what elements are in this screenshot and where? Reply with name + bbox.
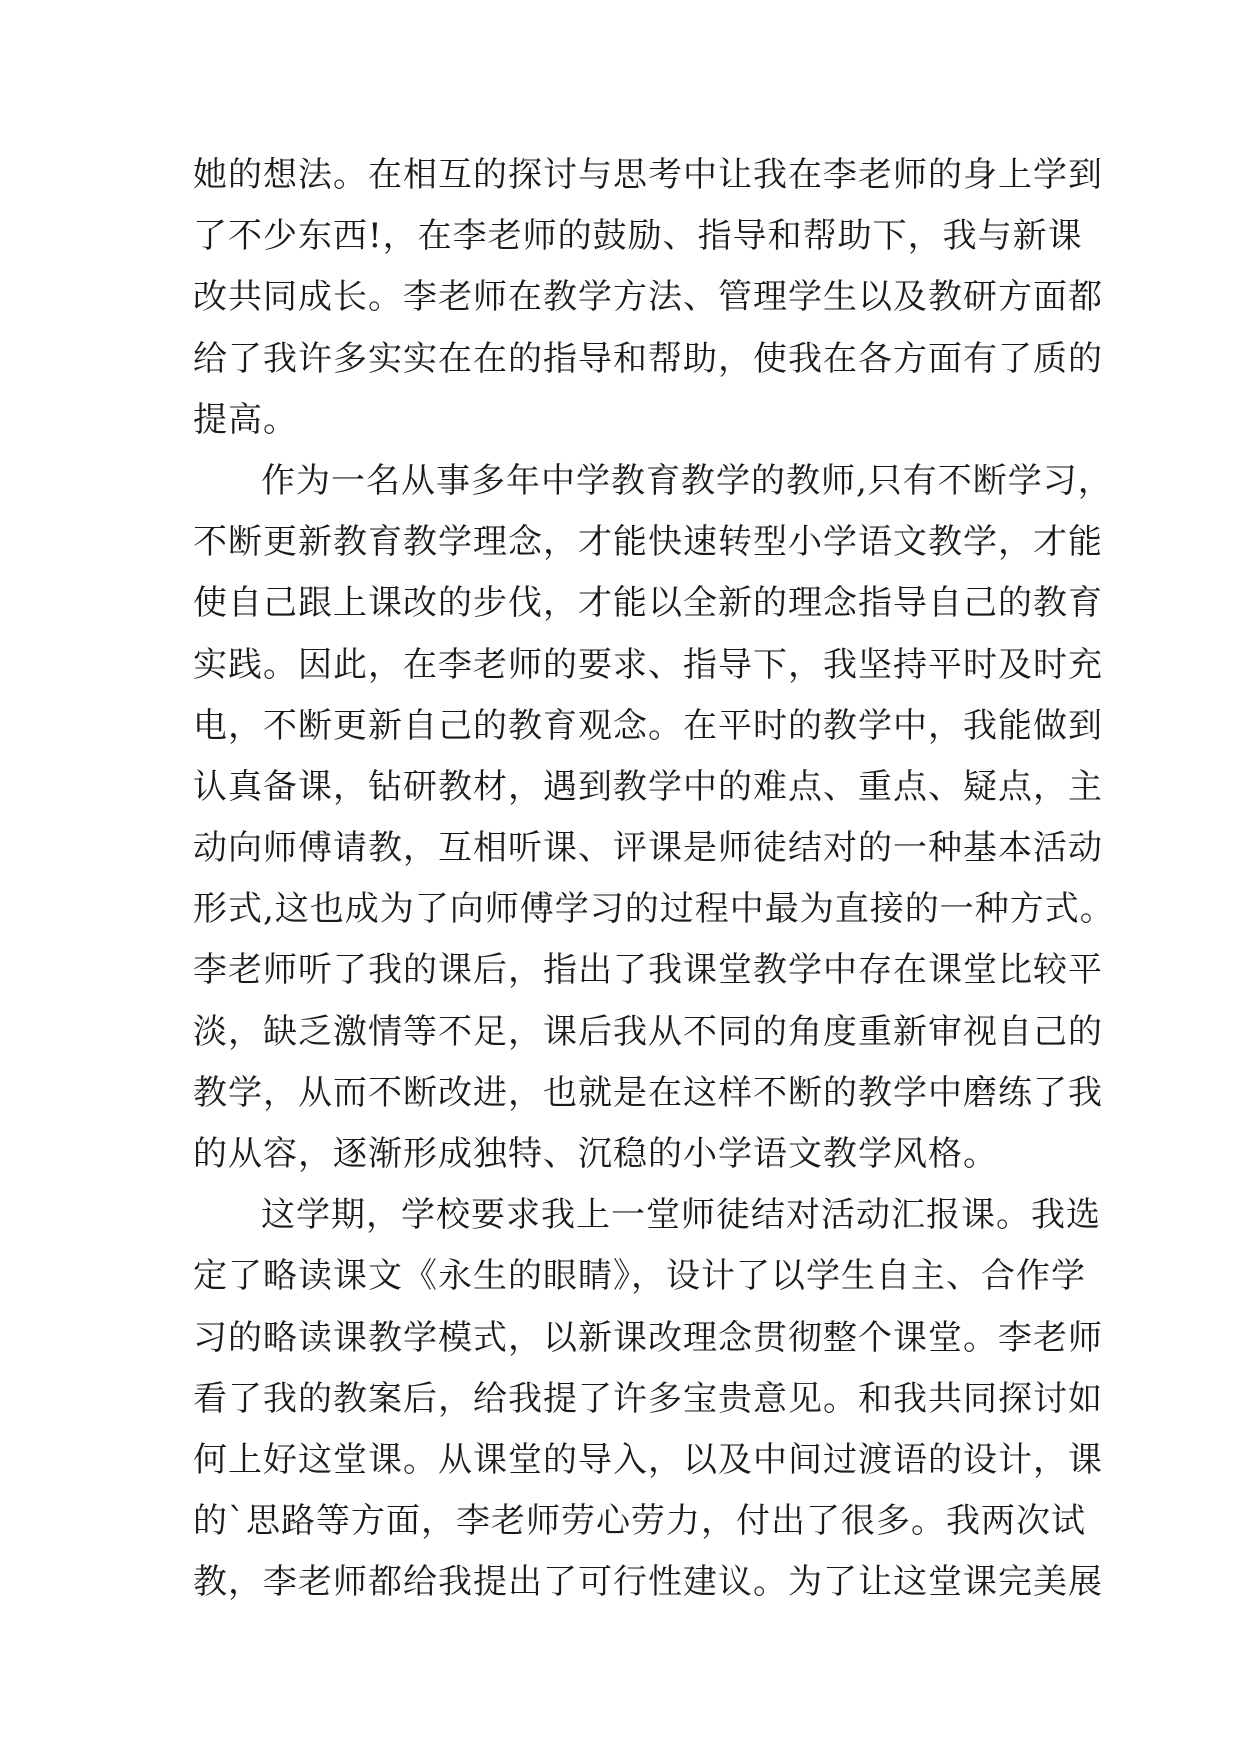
text-line: 李老师听了我的课后，指出了我课堂教学中存在课堂比较平 bbox=[193, 950, 1103, 991]
text-line: 使自己跟上课改的步伐，才能以全新的理念指导自己的教育 bbox=[193, 583, 1103, 624]
text-line: 这学期，学校要求我上一堂师徒结对活动汇报课。我选 bbox=[261, 1195, 1101, 1236]
paragraph-3 bbox=[193, 1185, 1103, 1613]
text-line: 的从容，逐渐形成独特、沉稳的小学语文教学风格。 bbox=[193, 1134, 998, 1174]
text-line: 动向师傅请教，互相听课、评课是师徒结对的一种基本活动 bbox=[193, 828, 1103, 869]
text-line: 给了我许多实实在在的指导和帮助，使我在各方面有了质的 bbox=[193, 338, 1103, 379]
text-line: 教，李老师都给我提出了可行性建议。为了让这堂课完美展 bbox=[193, 1562, 1103, 1603]
text-line: 她的想法。在相互的探讨与思考中让我在李老师的身上学到 bbox=[193, 155, 1103, 195]
paragraph-2 bbox=[193, 451, 1115, 1185]
text-line: 淡，缺乏激情等不足，课后我从不同的角度重新审视自己的 bbox=[193, 1011, 1103, 1052]
text-line: 作为一名从事多年中学教育教学的教师,只有不断学习， bbox=[261, 460, 1113, 501]
text-line: 何上好这堂课。从课堂的导入，以及中间过渡语的设计，课 bbox=[193, 1439, 1103, 1480]
text-line: 形式,这也成为了向师傅学习的过程中最为直接的一种方式。 bbox=[193, 889, 1115, 930]
text-line: 电，不断更新自己的教育观念。在平时的教学中，我能做到 bbox=[193, 705, 1103, 746]
text-line: 的`思路等方面，李老师劳心劳力，付出了很多。我两次试 bbox=[193, 1501, 1086, 1542]
text-line: 不断更新教育教学理念，才能快速转型小学语文教学，才能 bbox=[193, 522, 1103, 563]
text-line: 看了我的教案后，给我提了许多宝贵意见。和我共同探讨如 bbox=[193, 1378, 1103, 1419]
text-line: 定了略读课文《永生的眼睛》，设计了以学生自主、合作学 bbox=[193, 1256, 1086, 1297]
text-line: 习的略读课教学模式，以新课改理念贯彻整个课堂。李老师 bbox=[193, 1317, 1103, 1358]
paragraph-1 bbox=[193, 145, 1103, 451]
text-line: 实践。因此，在李老师的要求、指导下，我坚持平时及时充 bbox=[193, 644, 1103, 685]
text-line: 了不少东西!，在李老师的鼓励、指导和帮助下，我与新课 bbox=[193, 216, 1083, 257]
text-line: 教学，从而不断改进，也就是在这样不断的教学中磨练了我 bbox=[193, 1072, 1103, 1113]
text-line: 改共同成长。李老师在教学方法、管理学生以及教研方面都 bbox=[193, 277, 1103, 318]
document-body bbox=[193, 145, 1115, 1614]
text-line: 提高。 bbox=[193, 399, 298, 440]
text-line: 认真备课，钻研教材，遇到教学中的难点、重点、疑点，主 bbox=[193, 766, 1103, 807]
